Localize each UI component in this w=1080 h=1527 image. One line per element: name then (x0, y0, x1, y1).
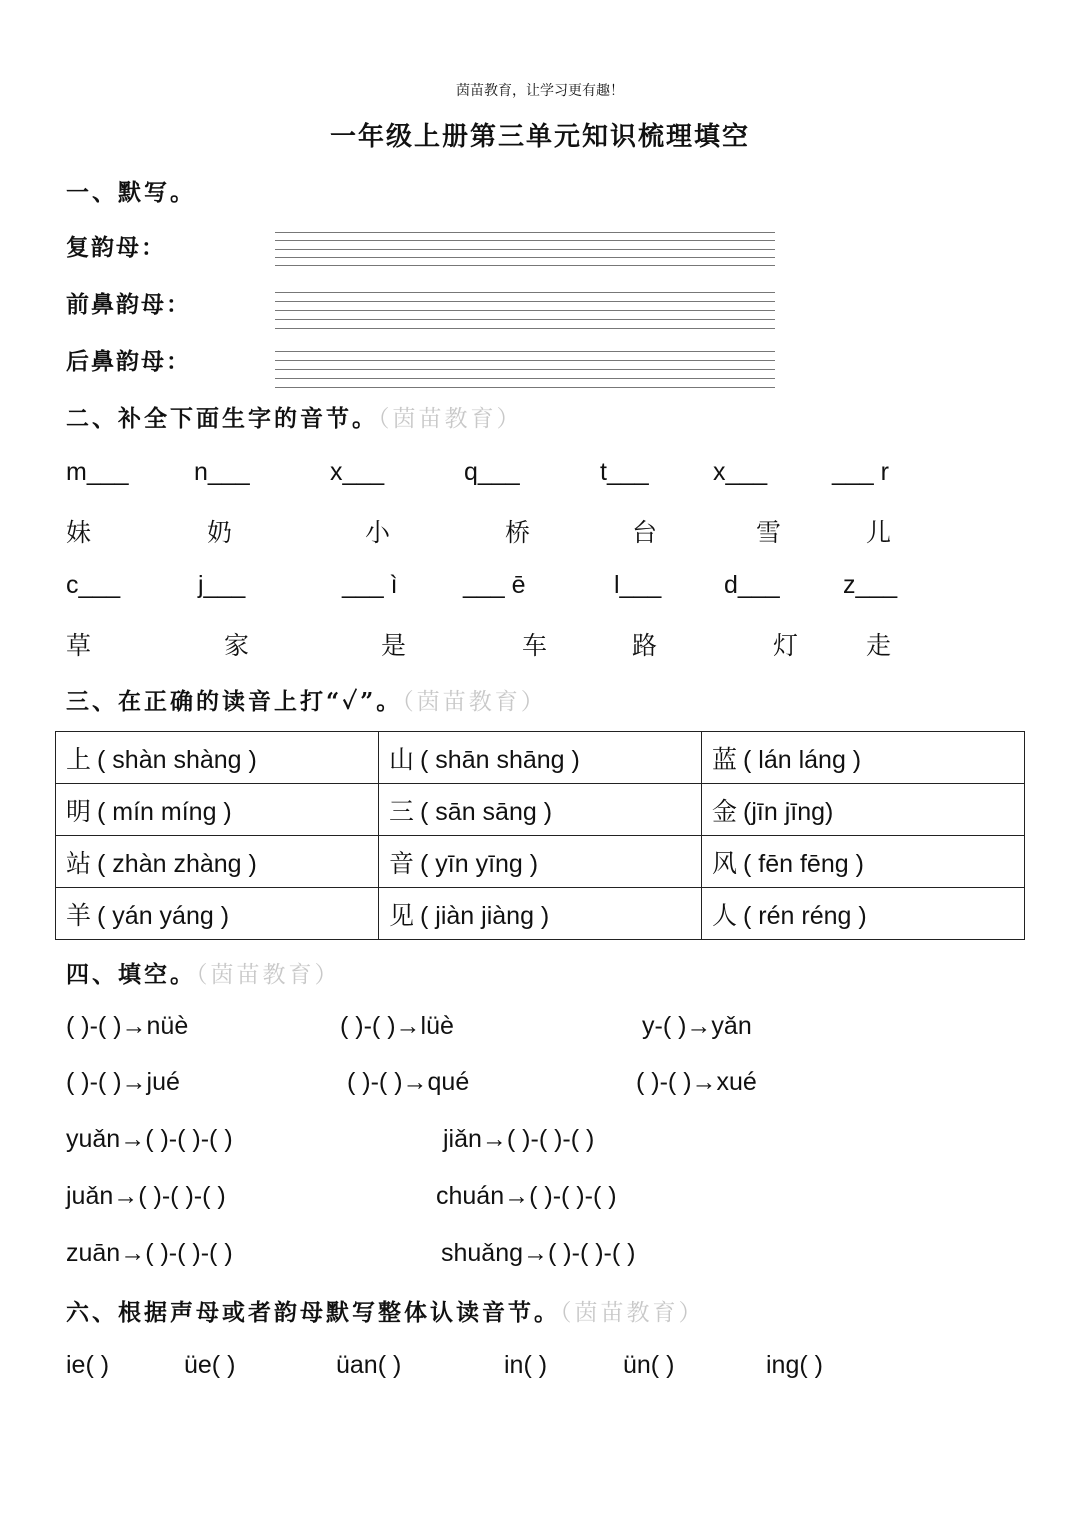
character: 是 (381, 631, 407, 660)
section2-heading (66, 400, 523, 433)
blank-pinyin[interactable]: l___ (614, 571, 662, 599)
character: 家 (224, 631, 250, 660)
fill-blank-item[interactable]: ( )-( )→lüè (340, 1012, 454, 1040)
reading-cell[interactable]: 风 ( fēn fēng ) (702, 836, 1025, 888)
reading-cell[interactable]: 站 ( zhàn zhàng ) (56, 836, 379, 888)
character: 车 (522, 631, 548, 660)
reading-cell[interactable]: 音 ( yīn yīng ) (379, 836, 702, 888)
fill-blank-item[interactable]: zuān→( )-( )-( ) (66, 1239, 233, 1267)
fill-blank-item[interactable]: ( )-( )→xué (636, 1068, 757, 1096)
fill-blank-item[interactable]: yuǎn→( )-( )-( ) (66, 1125, 233, 1153)
fill-blank-item[interactable]: ( )-( )→jué (66, 1068, 180, 1096)
table-row (56, 888, 1025, 940)
reading-cell[interactable]: 蓝 ( lán láng ) (702, 732, 1025, 784)
fill-blank-item[interactable]: jiǎn→( )-( )-( ) (443, 1125, 595, 1153)
table-row (56, 836, 1025, 888)
writing-lines-front-nasal-finals[interactable] (275, 292, 775, 326)
section6-heading (66, 1294, 705, 1327)
blank-pinyin[interactable]: t___ (600, 458, 649, 486)
blank-pinyin[interactable]: x___ (713, 458, 768, 486)
reading-cell[interactable]: 金 (jīn jīng) (702, 784, 1025, 836)
blank-pinyin[interactable]: m___ (66, 458, 129, 486)
readings-table (55, 731, 1025, 940)
section2-heading-text: 二、补全下面生字的音节。 (66, 405, 378, 432)
character: 雪 (756, 518, 782, 547)
reading-cell[interactable]: 明 ( mín míng ) (56, 784, 379, 836)
character: 路 (632, 631, 658, 660)
page-title: 一年级上册第三单元知识梳理填空 (329, 122, 750, 152)
reading-cell[interactable]: 山 ( shān shāng ) (379, 732, 702, 784)
section4-watermark: （茵苗教育） (196, 962, 341, 988)
blank-pinyin[interactable]: c___ (66, 571, 121, 599)
header-slogan: 茵苗教育，让学习更有趣！ (456, 83, 624, 99)
section2-watermark: （茵苗教育） (378, 406, 523, 432)
fill-blank-item[interactable]: chuán→( )-( )-( ) (436, 1182, 617, 1210)
blank-pinyin[interactable]: j___ (198, 571, 246, 599)
label-compound-finals: 复韵母： (66, 234, 166, 261)
character: 妹 (66, 518, 92, 547)
blank-pinyin[interactable]: q___ (464, 458, 520, 486)
character: 灯 (773, 631, 799, 660)
section3-heading (66, 683, 547, 716)
character: 小 (365, 518, 391, 547)
blank-pinyin[interactable]: ___ ì (342, 571, 398, 599)
writing-lines-back-nasal-finals[interactable] (275, 351, 775, 385)
label-front-nasal-finals: 前鼻韵母： (66, 291, 191, 318)
character: 奶 (207, 518, 233, 547)
blank-pinyin[interactable]: d___ (724, 571, 780, 599)
character: 儿 (866, 518, 892, 547)
table-row (56, 784, 1025, 836)
whole-syllable-item[interactable]: üan( ) (336, 1351, 402, 1379)
reading-cell[interactable]: 上 ( shàn shàng ) (56, 732, 379, 784)
reading-cell[interactable]: 羊 ( yán yáng ) (56, 888, 379, 940)
writing-lines-compound-finals[interactable] (275, 232, 775, 266)
blank-pinyin[interactable]: ___ ē (463, 571, 526, 599)
reading-cell[interactable]: 三 ( sān sāng ) (379, 784, 702, 836)
label-back-nasal-finals: 后鼻韵母： (66, 348, 191, 375)
section3-heading-text: 三、在正确的读音上打“✓”。 (66, 688, 403, 715)
fill-blank-item[interactable]: ( )-( )→nüè (66, 1012, 189, 1040)
whole-syllable-item[interactable]: ie( ) (66, 1351, 110, 1379)
section6-watermark: （茵苗教育） (560, 1300, 705, 1326)
whole-syllable-item[interactable]: in( ) (504, 1351, 548, 1379)
section1-heading: 一、默写。 (66, 179, 196, 206)
section6-heading-text: 六、根据声母或者韵母默写整体认读音节。 (66, 1299, 560, 1326)
blank-pinyin[interactable]: z___ (843, 571, 898, 599)
reading-cell[interactable]: 人 ( rén réng ) (702, 888, 1025, 940)
character: 台 (632, 518, 658, 547)
fill-blank-item[interactable]: y-( )→yǎn (642, 1012, 752, 1040)
section4-heading (66, 956, 341, 989)
whole-syllable-item[interactable]: üe( ) (184, 1351, 236, 1379)
blank-pinyin[interactable]: ___ r (832, 458, 889, 486)
whole-syllable-item[interactable]: ün( ) (623, 1351, 675, 1379)
section4-heading-text: 四、填空。 (66, 961, 196, 988)
character: 草 (66, 631, 92, 660)
reading-cell[interactable]: 见 ( jiàn jiàng ) (379, 888, 702, 940)
fill-blank-item[interactable]: ( )-( )→qué (347, 1068, 470, 1096)
fill-blank-item[interactable]: juǎn→( )-( )-( ) (66, 1182, 226, 1210)
blank-pinyin[interactable]: x___ (330, 458, 385, 486)
character: 走 (866, 631, 892, 660)
blank-pinyin[interactable]: n___ (194, 458, 250, 486)
character: 桥 (505, 518, 531, 547)
table-row (56, 732, 1025, 784)
section3-watermark: （茵苗教育） (402, 689, 547, 715)
whole-syllable-item[interactable]: ing( ) (766, 1351, 823, 1379)
fill-blank-item[interactable]: shuǎng→( )-( )-( ) (441, 1239, 636, 1267)
